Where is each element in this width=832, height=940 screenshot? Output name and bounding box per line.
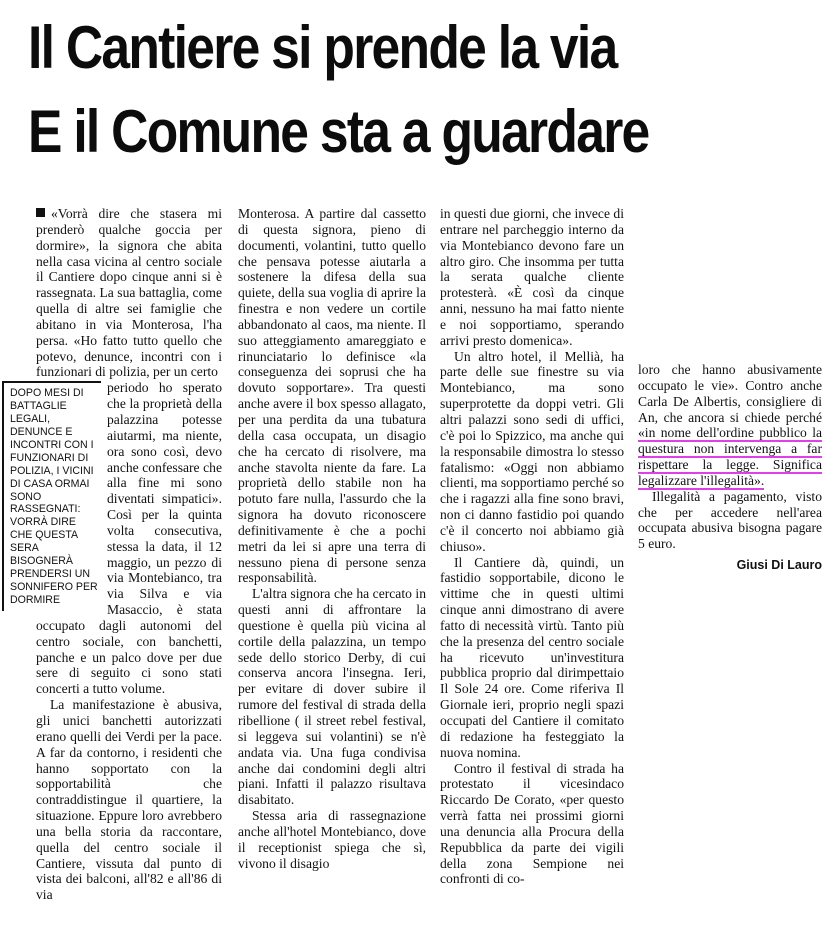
article-paragraph: Stessa aria di rassegnazione anche all'hotel Montebianco, dove il receptionist spiega che sì, vivono il disagio <box>238 808 426 871</box>
highlighted-quote: «in nome dell'ordine pubblico la questura non intervenga a far rispettare la legge. Significa legalizzare l'illegalità». <box>638 425 822 488</box>
article-column-2 <box>238 206 426 871</box>
article-paragraph: Il Cantiere dà, quindi, un fastidio sopportabile, dicono le vittime che in questi ultimi cinque anni dimostrano di avere fatto di necessità virtù. Tanto più che la presenza del centro sociale ha ricevuto un'investitura pubblica proprio dal dirimpettaio Il Sole 24 ore. Come riferiva Il Giornale ieri, proprio negli spazi occupati del Cantiere il comitato di redazione ha festeggiato la nuova nomina. <box>440 554 624 760</box>
headline-line-1: Il Cantiere si prende la via <box>28 14 617 81</box>
article-paragraph: Contro il festival di strada ha protestato il vicesindaco Riccardo De Corato, «per questo verrà fatta nei prossimi giorni una denuncia alla Procura della Repubblica da parte dei vigili della zona Sempione nei confronti di co- <box>440 760 624 887</box>
article-paragraph: in questi due giorni, che invece di entrare nel parcheggio interno da via Montebianco devono fare un altro giro. Che insomma per tutta la serata qualche cliente protesterà. «È così da cinque anni, nessuno ha mai fatto niente e noi sopportiamo, sperando arrivi presto domenica». <box>440 206 624 348</box>
sidebar-summary-box: DOPO MESI DI BATTAGLIE LEGALI, DENUNCE E INCONTRI CON I FUNZIONARI DI POLIZIA, I VICINI DI CASA ORMAI SONO RASSEGNATI: VORRÀ DIRE CHE QUESTA SERA BISOGNERÀ PRENDERSI UN SONNIFERO PER DORMIRE <box>2 381 101 610</box>
article-column-1 <box>10 206 222 903</box>
article-paragraph: loro che hanno abusivamente occupato le vie». Contro anche Carla De Albertis, consigliere di An, che ancora si chiede perché «in nome dell'ordine pubblico la questura non intervenga a far rispettare la legge. Significa legalizzare l'illegalità». <box>638 362 822 488</box>
bullet-square-icon <box>36 208 45 217</box>
article-paragraph: Monterosa. A partire dal cassetto di questa signora, pieno di documenti, volantini, tutto quello che pensava potesse aiutarla a sostenere la difesa della sua quiete, della sua voglia di aprire la finestra e non vedere un cortile abbandonato al caos, ma niente. Il suo atteggiamento amareggiato e rinunciatario lo definisce «la conseguenza dei soprusi che ha dovuto sopportare». Tra questi anche avere il box spesso allagato, per una perdita da una tubatura della casa occupata, un disagio che ha cercato di risolvere, ma anche stavolta niente da fare. La proprietà dello stabile non ha potuto fare nulla, l'assurdo che la signora ha dovuto riconoscere definitivamente è che a pochi metri da lei si apre una terra di nessuno piena di persone senza responsabilità. <box>238 206 426 586</box>
article-paragraph: La manifestazione è abusiva, gli unici banchetti autorizzati erano quelli dei Verdi per la pace. A far da contorno, i residenti che hanno sopportato con la sopportabilità che contraddistingue il quartiere, la situazione. Eppure loro avrebbero una bella storia da raccontare, quella del centro sociale il Cantiere, vissuta dal punto di vista dei balconi, all'82 e all'86 di via <box>36 697 222 903</box>
article-paragraph: Un altro hotel, il Mellià, ha parte delle sue finestre su via Montebianco, ma sono superprotette da doppi vetri. Gli altri palazzi sono sedi di uffici, c'è poi lo Spizzico, ma anche qui la responsabile dimostra lo stesso fatalismo: «Oggi non abbiamo clienti, ma sopportiamo perché so che i ragazzi alla fine sono bravi, non ci danno fastidio poi quando c'è il concerto noi abbiamo già chiuso». <box>440 348 624 554</box>
article-paragraph: L'altra signora che ha cercato in questi anni di affrontare la questione è quella più vicina al cortile della palazzina, un tempo sede dello storico Derby, di cui conserva ancora l'insegna. Ieri, per evitare di dover subire il rumore del festival di strada della ribellione ( il street rebel festival, si leggeva sui volantini) se n'è andata via. Una fuga condivisa anche dai condomini degli altri piani. Infatti il palazzo risultava disabitato. <box>238 586 426 808</box>
author-byline: Giusi Di Lauro <box>736 558 822 573</box>
article-column-3 <box>440 206 624 887</box>
article-paragraph: «Vorrà dire che stasera mi prenderò qualche goccia per dormire», la signora che abita nella casa vicina al centro sociale il Cantiere dopo cinque anni si è rassegnata. La sua battaglia, come quella di altre sei famiglie che abitano in via Monterosa, l'ha persa. «Ho fatto tutto quello che potevo, denunce, incontri con i funzionari di polizia, per un certo <box>36 206 222 380</box>
article-paragraph: Illegalità a pagamento, visto che per accedere nell'area occupata abusiva bisogna pagare 5 euro. <box>638 488 822 552</box>
article-paragraph: periodo ho sperato che la proprietà della palazzina potesse aiutarmi, ma niente, ora sono così, devo anche confessare che alla fine mi sono diventati simpatici». Così per la quinta volta consecutiva, stessa la data, il 12 maggio, un pezzo di via Montebianco, tra via Silva e via Masaccio, è stata occupato dagli autonomi del centro sociale, con banchetti, panche e un palco dove per due sere di seguito ci sono stati concerti a tutto volume. <box>36 380 222 697</box>
headline-line-2: E il Comune sta a guardare <box>28 98 649 165</box>
article-column-4 <box>638 362 822 574</box>
